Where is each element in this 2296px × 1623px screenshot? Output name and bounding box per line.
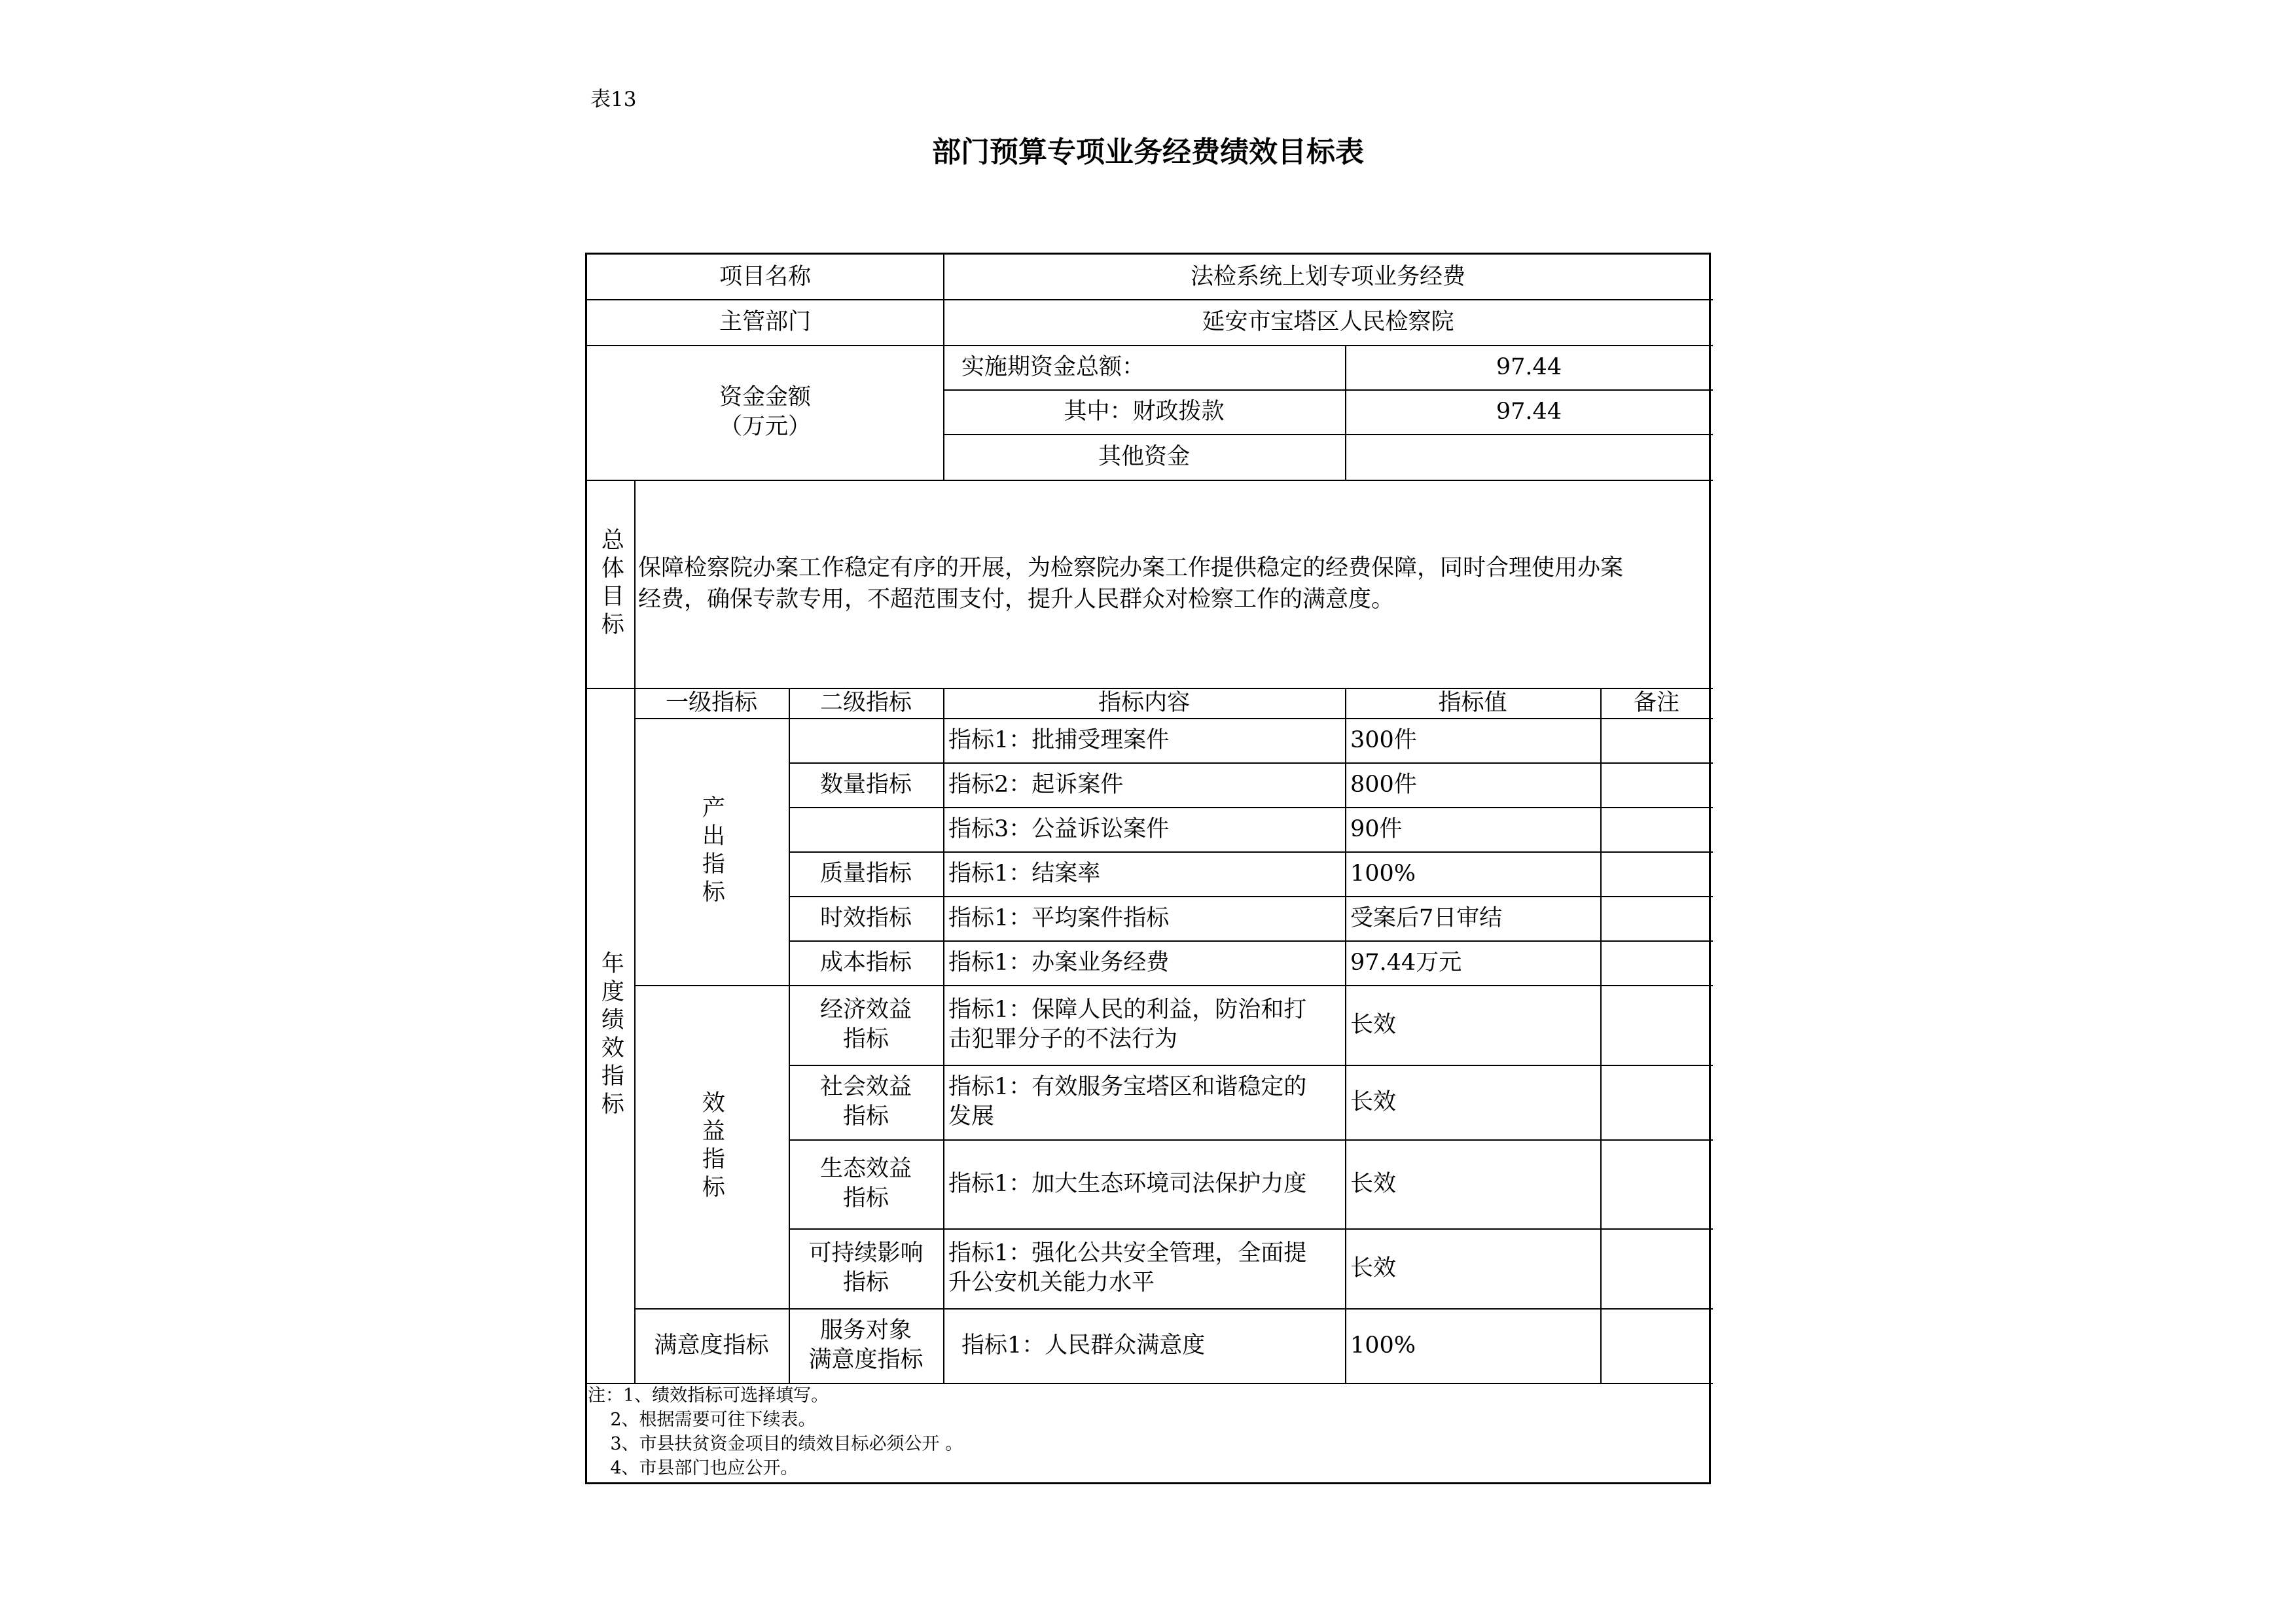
economic-value: 长效 [1350,1011,1397,1038]
total-funds-value: 97.44 [1496,353,1562,380]
cost-content: 指标1：办案业务经费 [948,949,1170,976]
other-funds-value [1345,434,1713,480]
quality-indicator-label: 质量指标 [819,860,912,887]
sustainable-label-line1: 可持续影响 [808,1240,924,1267]
quantity-indicator-label: 数量指标 [819,771,912,798]
service-label-line1: 服务对象 [819,1317,912,1344]
project-name-label: 项目名称 [719,263,811,290]
goal-label [587,480,634,688]
timeliness-value: 受案后7日审结 [1350,904,1503,931]
benefit-indicators-label-text: 效益指标 [698,1090,725,1203]
annual-indicators-label-text: 年度绩效指标 [598,951,624,1120]
economic-label-line2: 指标 [842,1026,889,1052]
social-value: 长效 [1350,1088,1397,1115]
sustainable-content-line2: 升公安机关能力水平 [948,1270,1155,1296]
cost-indicator-label: 成本指标 [819,949,912,976]
table-number: 表13 [590,88,637,111]
header-level1: 一级指标 [665,689,757,716]
fiscal-funds-value: 97.44 [1496,398,1562,425]
satisfaction-indicators-label: 满意度指标 [654,1332,769,1359]
other-funds-label: 其他资金 [1098,443,1190,470]
output-indicators-label [634,718,789,985]
funds-label-text: 资金金额 [719,384,811,411]
header-remark: 备注 [1633,689,1679,716]
social-indicator-label [789,1065,943,1139]
sustainable-label-line2: 指标 [842,1270,889,1296]
footnote-3: 3、市县扶贫资金项目的绩效目标必须公开 。 [588,1434,963,1454]
output-indicators-label-text: 产出指标 [698,795,725,908]
service-content: 指标1：人民群众满意度 [961,1332,1206,1359]
department-value: 延安市宝塔区人民检察院 [1202,308,1454,335]
sustainable-indicator-label [789,1228,943,1308]
footnote-1: 注：1、绩效指标可选择填写。 [588,1385,829,1406]
page-title: 部门预算专项业务经费绩效目标表 [932,135,1364,169]
project-name-value: 法检系统上划专项业务经费 [1190,263,1465,290]
ecological-label-line1: 生态效益 [819,1156,912,1183]
quantity-row-3-content: 指标3：公益诉讼案件 [948,815,1170,842]
economic-indicator-label [789,985,943,1065]
quantity-row-3-value: 90件 [1350,815,1403,842]
quantity-row-2-value: 800件 [1350,771,1417,798]
funds-label [587,345,943,480]
timeliness-indicator-label: 时效指标 [819,904,912,931]
service-satisfaction-label [789,1308,943,1383]
total-funds-label: 实施期资金总额： [961,353,1145,380]
sustainable-content [943,1228,1345,1308]
header-content: 指标内容 [1098,689,1190,716]
economic-content [943,985,1345,1065]
economic-label-line1: 经济效益 [819,997,912,1024]
social-content-line2: 发展 [948,1103,995,1130]
cost-value: 97.44万元 [1350,949,1462,976]
annual-indicators-label [587,688,634,1383]
timeliness-content: 指标1：平均案件指标 [948,904,1170,931]
header-value: 指标值 [1438,689,1507,716]
fiscal-funds-label: 其中：财政拨款 [1064,398,1225,425]
footnote-4: 4、市县部门也应公开。 [588,1458,798,1478]
sustainable-value: 长效 [1350,1255,1397,1281]
quality-content: 指标1：结案率 [948,860,1101,887]
goal-text [634,480,1713,688]
quality-value: 100% [1350,860,1416,887]
footnote-2: 2、根据需要可往下续表。 [588,1410,816,1430]
goal-text-line2: 经费，确保专款专用，不超范围支付，提升人民群众对检察工作的满意度。 [638,586,1395,613]
social-label-line2: 指标 [842,1103,889,1130]
service-label-line2: 满意度指标 [808,1347,924,1373]
benefit-indicators-label [634,985,789,1308]
ecological-value: 长效 [1350,1170,1397,1197]
economic-content-line2: 击犯罪分子的不法行为 [948,1026,1178,1052]
performance-table [585,253,1711,1484]
goal-text-line1: 保障检察院办案工作稳定有序的开展，为检察院办案工作提供稳定的经费保障，同时合理使用办案 [638,555,1624,581]
quantity-row-1-content: 指标1：批捕受理案件 [948,726,1170,753]
ecological-label-line2: 指标 [842,1185,889,1211]
header-level2: 二级指标 [819,689,912,716]
social-label-line1: 社会效益 [819,1074,912,1101]
department-label: 主管部门 [719,308,811,335]
social-content [943,1065,1345,1139]
social-content-line1: 指标1：有效服务宝塔区和谐稳定的 [948,1074,1307,1101]
quantity-row-1-value: 300件 [1350,726,1417,753]
sustainable-content-line1: 指标1：强化公共安全管理，全面提 [948,1240,1307,1267]
economic-content-line1: 指标1：保障人民的利益，防治和打 [948,997,1307,1024]
ecological-indicator-label [789,1139,943,1228]
service-value: 100% [1350,1332,1416,1359]
funds-unit: （万元） [719,414,811,440]
footnotes [588,1383,963,1480]
quantity-row-2-content: 指标2：起诉案件 [948,771,1124,798]
goal-label-text: 总体目标 [598,527,624,640]
ecological-content: 指标1：加大生态环境司法保护力度 [948,1170,1307,1197]
